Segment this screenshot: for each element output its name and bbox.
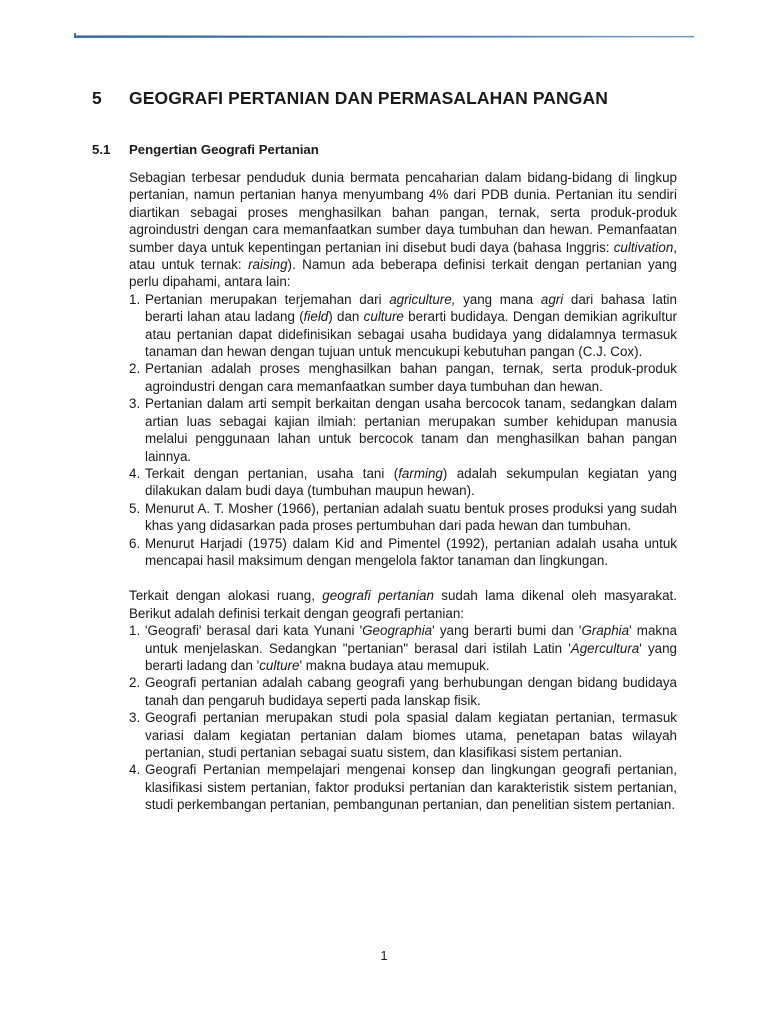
italic-term: culture (259, 657, 300, 673)
list-item-number: 3. (129, 710, 141, 726)
text-run: berarti budidaya. Dengan demikian agrikultur atau pertanian dapat didefinisikan sebagai usaha budidaya yang didalamnya termasuk tanaman dan hewan dengan tujuan untuk mencukupi kebutuhan pangan (C.J. Cox). (145, 309, 677, 360)
list-item (129, 291, 677, 361)
text-run: ). Namun ada beberapa definisi terkait dengan pertanian yang perlu dipahami, antara lain: (129, 257, 678, 290)
italic-term: geografi pertanian (322, 588, 434, 604)
paragraph-gap (129, 569, 677, 587)
list-item (129, 674, 677, 709)
text-run: ) adalah sekumpulan kegiatan yang dilakukan dalam budi daya (tumbuhan maupun hewan). (145, 465, 677, 499)
italic-term: Geographia (362, 623, 433, 639)
list-item-number: 2. (129, 675, 141, 691)
italic-term: agriculture, (389, 291, 456, 307)
text-run: ' makna budaya atau memupuk. (299, 657, 490, 673)
second-paragraph (129, 587, 677, 622)
text-run: Pertanian merupakan terjemahan dari (145, 291, 390, 307)
list-item-number: 1. (129, 291, 141, 307)
chapter-heading (92, 88, 677, 109)
text-run: ' yang berarti ladang dan ' (145, 640, 677, 673)
text-run: dari bahasa latin berarti lahan atau ladang ( (145, 291, 677, 325)
list-item (129, 395, 677, 465)
section-heading (92, 142, 677, 157)
text-run: Terkait dengan pertanian, usaha tani ( (145, 465, 399, 481)
chapter-number: 5 (92, 88, 102, 108)
text-run: ' yang berarti bumi dan ' (432, 623, 582, 639)
italic-term: cultivation (613, 239, 674, 255)
text-run: Menurut Harjadi (1975) dalam Kid and Pimentel (1992), pertanian adalah usaha untuk mencapai hasil maksimum dengan mengelola faktor tanaman dan lingkungan. (145, 535, 677, 568)
definitions-pertanian-list (129, 291, 677, 570)
list-item (129, 500, 677, 535)
definitions-geografi-list (129, 622, 677, 813)
section-title: Pengertian Geografi Pertanian (129, 142, 319, 157)
text-run: yang mana (455, 291, 541, 307)
list-item-number: 3. (129, 396, 141, 412)
list-item-number: 1. (129, 623, 141, 639)
italic-term: raising (248, 257, 288, 273)
list-item (129, 709, 677, 761)
text-run: Terkait dengan alokasi ruang, (129, 588, 323, 604)
text-run: Geografi Pertanian mempelajari mengenai konsep dan lingkungan geografi pertanian, klasifikasi sistem pertanian, faktor produksi pertanian dan karakteristik sistem pertanian, studi perkembangan pertanian, pembangunan pertanian, dan penelitian sistem pertanian. (145, 762, 677, 813)
text-run: , atau untuk ternak: (129, 239, 677, 273)
list-item-number: 4. (129, 465, 141, 481)
list-item-number: 5. (129, 500, 141, 516)
list-item-number: 6. (129, 535, 141, 551)
italic-term: Graphia (581, 623, 630, 639)
list-item-number: 2. (129, 361, 141, 377)
text-run: Geografi pertanian adalah cabang geografi yang berhubungan dengan bidang budidaya tanah dan pengaruh budidaya seperti pada lanskap fisik. (145, 675, 677, 708)
text-run: Menurut A. T. Mosher (1966), pertanian adalah suatu bentuk proses produksi yang sudah khas yang didasarkan pada proses pertumbuhan dari pada hewan dan tumbuhan. (145, 500, 677, 534)
chapter-title: GEOGRAFI PERTANIAN DAN PERMASALAHAN PANGAN (129, 88, 608, 108)
list-item (129, 465, 677, 500)
italic-term: farming (398, 465, 443, 481)
list-item (129, 535, 677, 570)
document-page (92, 88, 677, 814)
italic-term: culture (363, 309, 404, 325)
italic-term: field (303, 309, 329, 325)
section-number: 5.1 (92, 142, 111, 157)
text-run: Pertanian adalah proses menghasilkan bahan pangan, ternak, serta produk-produk agroindustri dengan cara memanfaatkan sumber daya tumbuhan dan hewan. (145, 361, 677, 394)
text-run: ' makna untuk menjelaskan. Sedangkan "pertanian" berasal dari istilah Latin ' (145, 623, 677, 656)
text-run: ) dan (328, 309, 364, 325)
text-run: sudah lama dikenal oleh masyarakat. Berikut adalah definisi terkait dengan geografi pertanian: (129, 588, 677, 621)
page-number: 1 (380, 948, 388, 963)
list-item (129, 761, 677, 813)
intro-paragraph (129, 169, 677, 291)
italic-term: Agercultura (570, 640, 640, 656)
list-item-number: 4. (129, 762, 141, 778)
text-run: Pertanian dalam arti sempit berkaitan dengan usaha bercocok tanam, sedangkan dalam artian luas sebagai kajian ilmiah: pertanian merupakan sumber kehidupan manusia melalui penggunaan lahan untuk bercocok tanam dan menghasilkan bahan pangan lainnya. (145, 396, 677, 464)
section-body (129, 169, 677, 814)
text-run: Sebagian terbesar penduduk dunia bermata pencaharian dalam bidang-bidang di lingkup pertanian, namun pertanian hanya menyumbang 4% dari PDB dunia. Pertanian itu sendiri diartikan sebagai proses menghasilkan bahan pangan, ternak, serta produk-produk agroindustri dengan cara memanfaatkan sumber daya tumbuhan dan hewan. Pemanfaatan sumber daya untuk kepentingan pertanian ini disebut budi daya (bahasa Inggris: (129, 170, 677, 255)
text-run: Geografi pertanian merupakan studi pola spasial dalam kegiatan pertanian, termasuk variasi dalam kegiatan pertanian dalam biomes utama, penetapan batas wilayah pertanian, studi pertanian sebagai suatu sistem, dan klasifikasi sistem pertanian. (145, 710, 677, 760)
list-item (129, 622, 677, 674)
text-run: 'Geografi' berasal dari kata Yunani ' (145, 623, 363, 639)
italic-term: agri (540, 291, 564, 307)
header-rule (74, 33, 694, 39)
list-item (129, 360, 677, 395)
